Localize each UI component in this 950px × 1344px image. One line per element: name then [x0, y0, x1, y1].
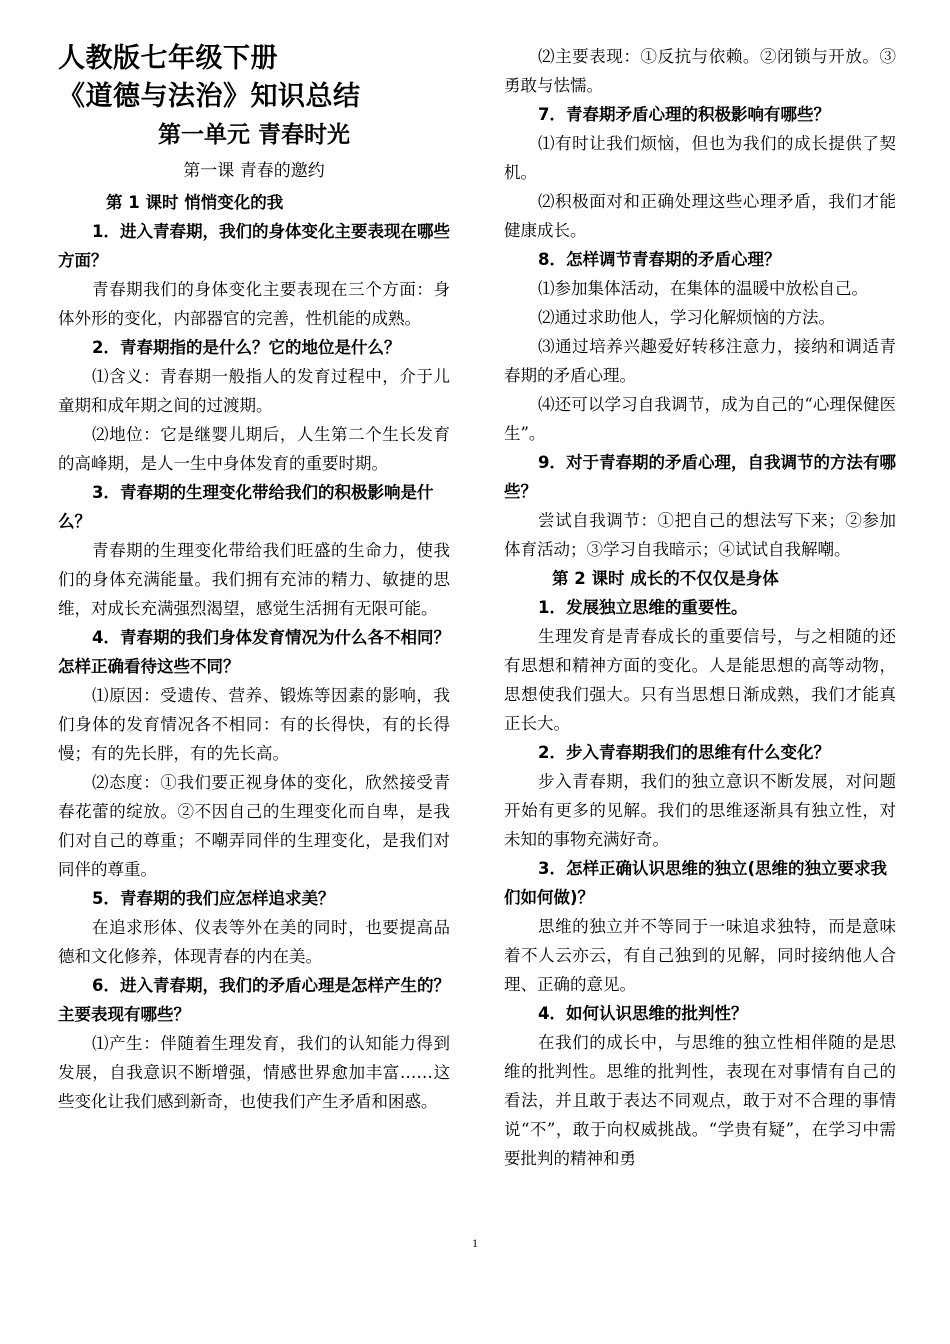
answer-paragraph: 步入青春期，我们的独立意识不断发展，对问题开始有更多的见解。我们的思维逐渐具有独立性，对未知的事物充满好奇。 — [504, 772, 896, 849]
answer-paragraph: 在我们的成长中，与思维的独立性相伴随的是思维的批判性。思维的批判性，表现在对事情有自己的看法，并且敢于表达不同观点，敢于对不合理的事情说“不”，敢于向权威挑战。“学贵有疑”，在学习中需要批判的精神和勇 — [504, 1033, 896, 1168]
lesson-heading: 第一课 青春的邀约 — [183, 161, 325, 181]
question: 4．如何认识思维的批判性？ — [538, 1004, 748, 1023]
answer-paragraph: 生理发育是青春成长的重要信号，与之相随的还有思想和精神方面的变化。人是能思想的高等动物，思想使我们强大。只有当思想日渐成熟，我们才能真正长大。 — [504, 627, 896, 733]
right-column — [504, 42, 896, 1173]
document-title-line1: 人教版七年级下册 — [58, 43, 278, 74]
answer-paragraph: ⑵地位：它是继婴儿期后，人生第二个生长发育的高峰期，是人一生中身体发育的重要时期。 — [58, 425, 450, 473]
answer-paragraph: ⑶通过培养兴趣爱好转移注意力，接纳和调适青春期的矛盾心理。 — [504, 337, 896, 385]
answer-paragraph: ⑴有时让我们烦恼，但也为我们的成长提供了契机。 — [504, 134, 896, 182]
answer-paragraph: ⑴含义：青春期一般指人的发育过程中，介于儿童期和成年期之间的过渡期。 — [58, 367, 450, 415]
answer-paragraph: 在追求形体、仪表等外在美的同时，也要提高品德和文化修养，体现青春的内在美。 — [58, 918, 450, 966]
answer-paragraph: 青春期的生理变化带给我们旺盛的生命力，使我们的身体充满能量。我们拥有充沛的精力、敏捷的思维，对成长充满强烈渴望，感觉生活拥有无限可能。 — [58, 541, 450, 618]
answer-paragraph: 思维的独立并不等同于一味追求独特，而是意味着不人云亦云，有自己独到的见解，同时接纳他人合理、正确的意见。 — [504, 917, 896, 994]
answer-paragraph: ⑴原因：受遗传、营养、锻炼等因素的影响，我们身体的发育情况各不相同：有的长得快，有的长得慢；有的先长胖，有的先长高。 — [58, 686, 450, 763]
answer-paragraph: ⑵通过求助他人，学习化解烦恼的方法。 — [538, 308, 835, 327]
answer-paragraph: ⑷还可以学习自我调节，成为自己的“心理保健医生”。 — [504, 395, 896, 443]
answer-paragraph: ⑴产生：伴随着生理发育，我们的认知能力得到发展，自我意识不断增强，情感世界愈加丰富……这些变化让我们感到新奇，也使我们产生矛盾和困惑。 — [58, 1034, 450, 1111]
question: 4．青春期的我们身体发育情况为什么各不相同？怎样正确看待这些不同？ — [58, 628, 450, 676]
answer-paragraph: 青春期我们的身体变化主要表现在三个方面：身体外形的变化，内部器官的完善，性机能的成熟。 — [58, 280, 450, 328]
question: 3．怎样正确认识思维的独立(思维的独立要求我们如何做)？ — [504, 859, 888, 907]
answer-paragraph: ⑴参加集体活动，在集体的温暖中放松自己。 — [538, 279, 868, 298]
period-heading: 第 2 课时 成长的不仅仅是身体 — [552, 569, 779, 588]
page-number: 1 — [472, 1236, 478, 1250]
document-title-line2: 《道德与法治》知识总结 — [58, 81, 361, 112]
unit-heading: 第一单元 青春时光 — [157, 122, 350, 148]
question: 6．进入青春期，我们的矛盾心理是怎样产生的？主要表现有哪些？ — [58, 976, 450, 1024]
question: 3．青春期的生理变化带给我们的积极影响是什么？ — [58, 483, 434, 531]
question: 2．青春期指的是什么？它的地位是什么？ — [92, 338, 401, 357]
question: 8．怎样调节青春期的矛盾心理？ — [538, 250, 781, 269]
question: 9．对于青春期的矛盾心理，自我调节的方法有哪些？ — [504, 453, 896, 501]
question: 1．进入青春期，我们的身体变化主要表现在哪些方面？ — [58, 222, 450, 270]
period-heading: 第 1 课时 悄悄变化的我 — [106, 193, 284, 212]
answer-paragraph: ⑵积极面对和正确处理这些心理矛盾，我们才能健康成长。 — [504, 192, 896, 240]
question: 2．步入青春期我们的思维有什么变化？ — [538, 743, 830, 762]
answer-paragraph: ⑵态度：①我们要正视身体的变化，欣然接受青春花蕾的绽放。②不因自己的生理变化而自卑，是我们对自己的尊重；不嘲弄同伴的生理变化，是我们对同伴的尊重。 — [58, 773, 450, 879]
answer-paragraph: ⑵主要表现：①反抗与依赖。②闭锁与开放。③勇敢与怯懦。 — [504, 47, 896, 95]
answer-paragraph: 尝试自我调节：①把自己的想法写下来；②参加体育活动；③学习自我暗示；④试试自我解嘲。 — [504, 511, 896, 559]
question: 1．发展独立思维的重要性。 — [538, 598, 748, 617]
left-column — [58, 40, 450, 1116]
question: 7．青春期矛盾心理的积极影响有哪些？ — [538, 105, 830, 124]
question: 5．青春期的我们应怎样追求美？ — [92, 889, 335, 908]
